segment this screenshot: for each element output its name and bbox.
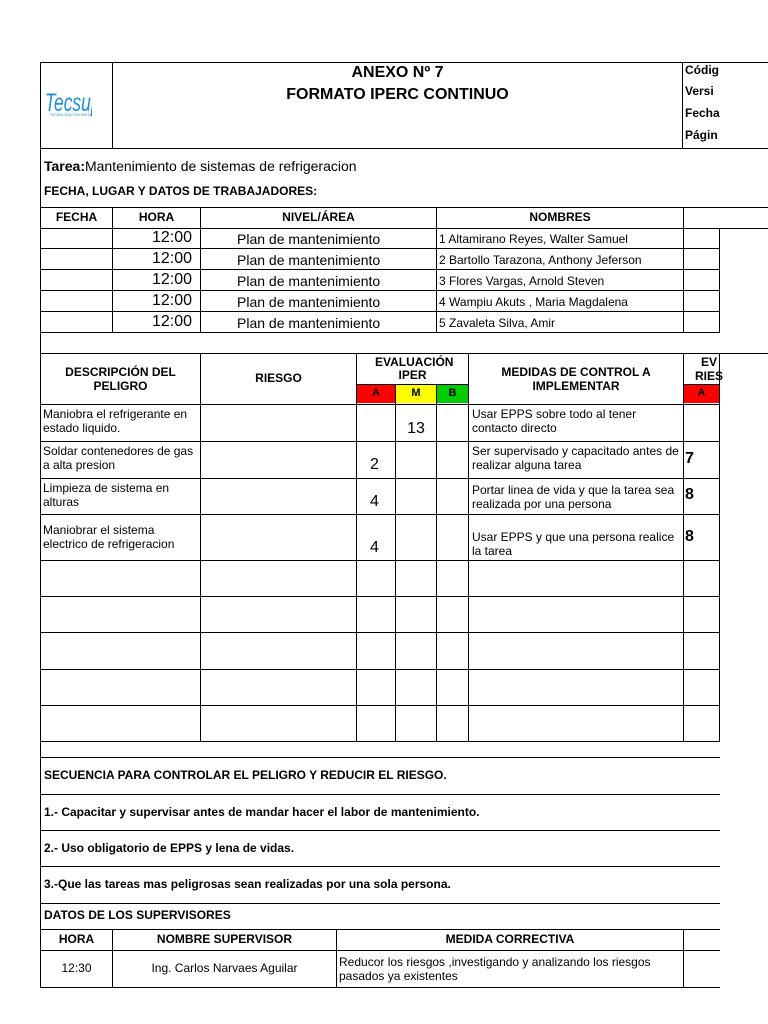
supervisor-name: Ing. Carlos Narvaes Aguilar — [151, 961, 298, 975]
worker-area: Plan de mantenimiento — [237, 273, 381, 289]
task-label: Tarea: — [44, 158, 85, 174]
col-medidas: MEDIDAS DE CONTROL A IMPLEMENTAR — [501, 365, 651, 393]
risk-medidas: Usar EPPS y que una persona realice la tarea — [472, 530, 675, 558]
risk-peligro: Limpieza de sistema en alturas — [43, 481, 170, 509]
supervisor-hora: 12:30 — [61, 961, 92, 975]
col-fecha: FECHA — [55, 210, 98, 224]
level-b-label: B — [448, 387, 457, 399]
risk-medidas: Portar linea de vida y que la tarea sea realizada por una persona — [472, 483, 675, 511]
col-eval-residual: EV RIES — [695, 355, 724, 383]
col-evaluacion: EVALUACIÓN IPER — [375, 355, 454, 382]
meta-date-label: Fecha — [685, 106, 720, 120]
worker-name: 5 Zavaleta Silva, Amir — [439, 316, 556, 330]
worker-name: 1 Altamirano Reyes, Walter Samuel — [439, 232, 628, 246]
logo-wordmark: Tecsu — [44, 89, 91, 117]
logo-tagline: TECNOLOGÍA CON SENTIDO — [50, 113, 92, 117]
risk-level-a: 2 — [370, 456, 379, 473]
worker-name: 2 Bartollo Tarazona, Anthony Jeferson — [439, 253, 642, 267]
col-sup-hora: HORA — [58, 932, 95, 946]
col-nivel-area: NIVEL/ÁREA — [282, 210, 355, 224]
risk-level-a: 4 — [370, 539, 379, 556]
workers-section-title: FECHA, LUGAR Y DATOS DE TRABAJADORES: — [44, 184, 318, 198]
sequence-step: 2.- Uso obligatorio de EPPS y lena de vidas. — [44, 841, 295, 855]
worker-hora: 12:00 — [152, 313, 193, 330]
task-line — [44, 159, 357, 173]
form-title: FORMATO IPERC CONTINUO — [286, 86, 509, 103]
worker-name: 4 Wampiu Akuts , Maria Magdalena — [439, 295, 628, 309]
sequence-step: 1.- Capacitar y supervisar antes de mandar hacer el labor de mantenimiento. — [44, 805, 480, 819]
meta-page-label: Págin — [685, 128, 718, 142]
risk-peligro: Maniobra el refrigerante en estado liquido. — [43, 407, 188, 435]
worker-area: Plan de mantenimiento — [237, 315, 381, 331]
worker-name: 3 Flores Vargas, Arnold Steven — [439, 274, 605, 288]
col-riesgo: RIESGO — [255, 371, 302, 385]
supervisor-medida: Reducor los riesgos ,investigando y analizando los riesgos pasados ya existentes — [339, 955, 651, 983]
annex-title: ANEXO Nº 7 — [351, 64, 444, 81]
level-m-label: M — [411, 387, 421, 399]
meta-code-label: Códig — [685, 63, 719, 77]
risk-level-m: 13 — [407, 420, 425, 437]
meta-version-label: Versi — [685, 84, 714, 98]
worker-hora: 12:00 — [152, 229, 193, 246]
worker-hora: 12:00 — [152, 271, 193, 288]
sequence-step: 3.-Que las tareas mas peligrosas sean realizadas por una sola persona. — [44, 877, 451, 891]
col-sup-medida: MEDIDA CORRECTIVA — [445, 932, 575, 946]
risk-medidas: Usar EPPS sobre todo al tener contacto directo — [472, 407, 637, 435]
risk-level-a: 4 — [370, 493, 379, 510]
col-sup-nombre: NOMBRE SUPERVISOR — [156, 932, 293, 946]
risk-eval-residual: 7 — [685, 450, 694, 467]
tecsup-logo — [44, 72, 92, 132]
col-peligro: DESCRIPCIÓN DEL PELIGRO — [65, 365, 176, 393]
col-hora: HORA — [138, 210, 175, 224]
task-value: Mantenimiento de sistemas de refrigeracion — [84, 158, 357, 174]
supervisors-title: DATOS DE LOS SUPERVISORES — [44, 908, 231, 922]
sequence-title: SECUENCIA PARA CONTROLAR EL PELIGRO Y REDUCIR EL RIESGO. — [44, 768, 447, 782]
risk-peligro: Maniobrar el sistema electrico de refrigeracion — [43, 523, 175, 551]
worker-area: Plan de mantenimiento — [237, 294, 381, 310]
level-a2-label: A — [697, 387, 706, 399]
col-nombres: NOMBRES — [529, 210, 591, 224]
risk-eval-residual: 8 — [685, 528, 694, 545]
risk-eval-residual: 8 — [685, 486, 694, 503]
level-a-label: A — [372, 387, 380, 399]
risk-medidas: Ser supervisado y capacitado antes de realizar alguna tarea — [472, 444, 679, 472]
worker-hora: 12:00 — [152, 292, 193, 309]
worker-area: Plan de mantenimiento — [237, 231, 381, 247]
worker-area: Plan de mantenimiento — [237, 252, 381, 268]
worker-hora: 12:00 — [152, 250, 193, 267]
risk-peligro: Soldar contenedores de gas a alta presion — [43, 444, 194, 472]
